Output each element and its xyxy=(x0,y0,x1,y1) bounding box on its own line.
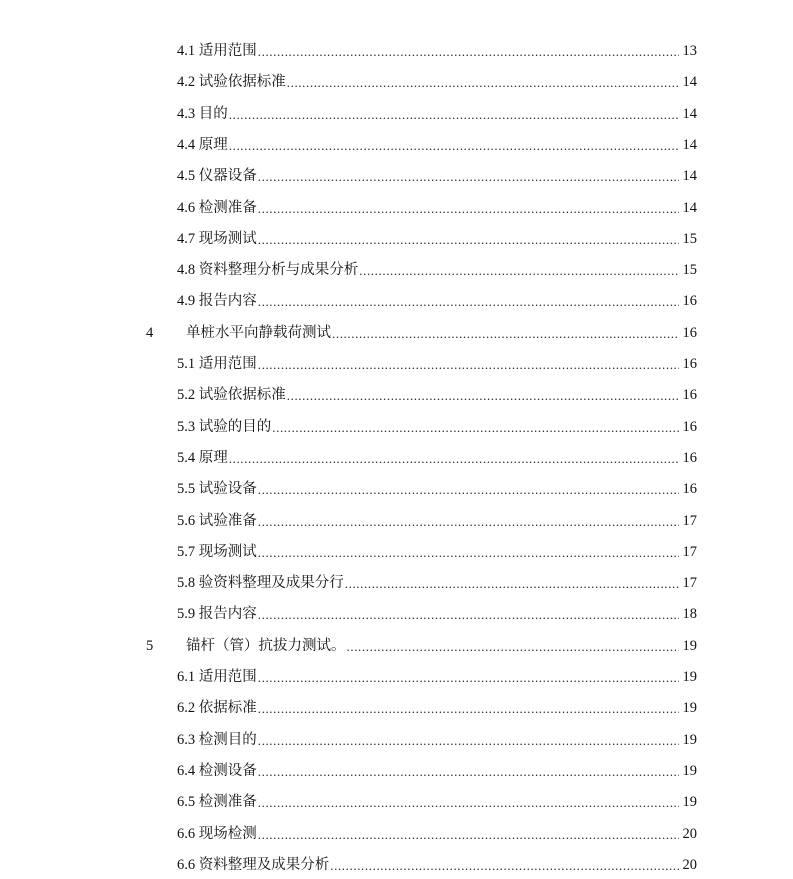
toc-section-row[interactable] xyxy=(0,666,793,688)
toc-entry-title: 6.4 检测设备 xyxy=(177,762,257,779)
toc-section-row[interactable] xyxy=(0,854,793,876)
toc-chapter-number: 4 xyxy=(146,324,154,341)
dot-leader xyxy=(258,825,679,845)
toc-entry xyxy=(177,603,697,625)
dot-leader xyxy=(229,105,679,125)
toc-section-row[interactable] xyxy=(0,71,793,93)
toc-entry-title: 4.3 目的 xyxy=(177,105,228,122)
toc-section-row[interactable] xyxy=(0,823,793,845)
toc-entry-title: 5.9 报告内容 xyxy=(177,606,257,623)
toc-section-row[interactable] xyxy=(0,791,793,813)
toc-entry-title: 5.6 试验准备 xyxy=(177,512,257,529)
toc-entry-title: 5.7 现场测试 xyxy=(177,543,257,560)
toc-entry-title: 锚杆（管）抗拔力测试。 xyxy=(186,637,346,654)
toc-section-row[interactable] xyxy=(0,478,793,500)
toc-entry-title: 4.5 仪器设备 xyxy=(177,168,257,185)
dot-leader xyxy=(258,731,679,751)
toc-entry xyxy=(177,823,697,845)
toc-section-row[interactable] xyxy=(0,353,793,375)
toc-entry xyxy=(177,791,697,813)
toc-page-number: 16 xyxy=(682,481,697,498)
toc-entry-title: 4.1 适用范围 xyxy=(177,43,257,59)
toc-entry xyxy=(177,729,697,751)
dot-leader xyxy=(258,355,679,375)
toc-entry-title: 5.3 试验的目的 xyxy=(177,418,272,435)
toc-entry xyxy=(177,290,697,312)
toc-section-row[interactable] xyxy=(0,290,793,312)
toc-entry xyxy=(177,666,697,688)
dot-leader xyxy=(258,793,679,813)
toc-page-number: 14 xyxy=(682,199,697,216)
dot-leader xyxy=(258,512,679,532)
toc-section-row[interactable] xyxy=(0,416,793,438)
toc-entry xyxy=(177,697,697,719)
dot-leader xyxy=(287,73,679,93)
toc-section-row[interactable] xyxy=(0,541,793,563)
toc-entry xyxy=(177,510,697,532)
dot-leader xyxy=(258,199,679,219)
toc-entry-title: 5.2 试验依据标准 xyxy=(177,387,286,404)
toc-page-number: 14 xyxy=(682,136,697,153)
toc-entry xyxy=(177,353,697,375)
toc-entry xyxy=(177,71,697,93)
toc-entry xyxy=(177,416,697,438)
dot-leader xyxy=(258,42,679,62)
toc-entry xyxy=(177,165,697,187)
toc-page-number: 16 xyxy=(682,418,697,435)
toc-section-row[interactable] xyxy=(0,40,793,62)
toc-page-number: 17 xyxy=(682,543,697,560)
toc-entry-title: 5.1 适用范围 xyxy=(177,356,257,372)
toc-chapter-row[interactable] xyxy=(0,635,793,657)
toc-page-number: 19 xyxy=(682,637,697,654)
toc-section-row[interactable] xyxy=(0,572,793,594)
toc-page-number: 19 xyxy=(682,794,697,811)
toc-page-number: 16 xyxy=(682,324,697,341)
toc-entry-title: 4.9 报告内容 xyxy=(177,293,257,310)
toc-section-row[interactable] xyxy=(0,697,793,719)
dot-leader xyxy=(359,261,679,281)
toc-entry-title: 4.8 资料整理分析与成果分析 xyxy=(177,262,359,279)
toc-section-row[interactable] xyxy=(0,197,793,219)
toc-page-number: 16 xyxy=(682,449,697,466)
dot-leader xyxy=(330,856,679,876)
toc-page-number: 16 xyxy=(682,387,697,404)
toc-page-number: 19 xyxy=(682,700,697,717)
toc-section-row[interactable] xyxy=(0,228,793,250)
toc-entry xyxy=(177,447,697,469)
toc-entry-title: 单桩水平向静载荷测试 xyxy=(186,324,331,341)
toc-page-number: 14 xyxy=(682,105,697,122)
toc-chapter-number: 5 xyxy=(146,637,154,654)
toc-section-row[interactable] xyxy=(0,510,793,532)
toc-entry xyxy=(177,259,697,281)
toc-page-number: 20 xyxy=(682,825,697,842)
toc-section-row[interactable] xyxy=(0,259,793,281)
toc-entry xyxy=(186,322,697,344)
toc-entry xyxy=(177,854,697,876)
toc-page-number: 16 xyxy=(682,293,697,310)
dot-leader xyxy=(258,543,679,563)
toc-entry-title: 4.4 原理 xyxy=(177,136,228,153)
dot-leader xyxy=(287,386,679,406)
toc-entry-title: 6.6 现场检测 xyxy=(177,825,257,842)
toc-page-number: 13 xyxy=(682,43,697,59)
toc-page-number: 15 xyxy=(682,230,697,247)
toc-page-number: 17 xyxy=(682,575,697,592)
toc-section-row[interactable] xyxy=(0,760,793,782)
toc-entry-title: 5.4 原理 xyxy=(177,449,228,466)
dot-leader xyxy=(347,637,680,657)
toc-page-number: 19 xyxy=(682,669,697,685)
toc-page-number: 20 xyxy=(682,856,697,873)
toc-entry xyxy=(177,760,697,782)
toc-entry xyxy=(177,197,697,219)
toc-section-row[interactable] xyxy=(0,134,793,156)
dot-leader xyxy=(332,324,679,344)
toc-entry-title: 4.7 现场测试 xyxy=(177,230,257,247)
dot-leader xyxy=(345,574,679,594)
toc-entry-title: 5.8 验资料整理及成果分行 xyxy=(177,575,344,592)
dot-leader xyxy=(258,605,679,625)
toc-page-number: 16 xyxy=(682,356,697,372)
dot-leader xyxy=(258,167,679,187)
toc-section-row[interactable] xyxy=(0,729,793,751)
toc-entry xyxy=(177,228,697,250)
dot-leader xyxy=(258,480,679,500)
toc-entry xyxy=(177,572,697,594)
toc-entry xyxy=(177,384,697,406)
toc-page-number: 14 xyxy=(682,74,697,91)
toc-section-row[interactable] xyxy=(0,447,793,469)
dot-leader xyxy=(229,449,679,469)
toc-section-row[interactable] xyxy=(0,384,793,406)
toc-page-number: 19 xyxy=(682,762,697,779)
toc-page-number: 14 xyxy=(682,168,697,185)
toc-entry xyxy=(186,635,697,657)
toc-entry-title: 4.6 检测准备 xyxy=(177,199,257,216)
dot-leader xyxy=(258,668,679,688)
dot-leader xyxy=(272,418,679,438)
toc-section-row[interactable] xyxy=(0,603,793,625)
toc-chapter-row[interactable] xyxy=(0,322,793,344)
dot-leader xyxy=(229,136,679,156)
toc-entry xyxy=(177,134,697,156)
dot-leader xyxy=(258,230,679,250)
toc-page-number: 19 xyxy=(682,731,697,748)
toc-entry-title: 5.5 试验设备 xyxy=(177,481,257,498)
toc-entry xyxy=(177,541,697,563)
toc-entry-title: 6.3 检测目的 xyxy=(177,731,257,748)
toc-entry-title: 6.5 检测准备 xyxy=(177,794,257,811)
dot-leader xyxy=(258,292,679,312)
toc-entry-title: 4.2 试验依据标准 xyxy=(177,74,286,91)
toc-section-row[interactable] xyxy=(0,103,793,125)
toc-page-number: 17 xyxy=(682,512,697,529)
dot-leader xyxy=(258,699,679,719)
toc-page-number: 18 xyxy=(682,606,697,623)
toc-entry xyxy=(177,103,697,125)
toc-entry xyxy=(177,40,697,62)
toc-entry-title: 6.6 资料整理及成果分析 xyxy=(177,856,330,873)
toc-page-number: 15 xyxy=(682,262,697,279)
toc-section-row[interactable] xyxy=(0,165,793,187)
toc-entry xyxy=(177,478,697,500)
dot-leader xyxy=(258,762,679,782)
toc-entry-title: 6.1 适用范围 xyxy=(177,669,257,685)
toc-entry-title: 6.2 依据标准 xyxy=(177,700,257,717)
